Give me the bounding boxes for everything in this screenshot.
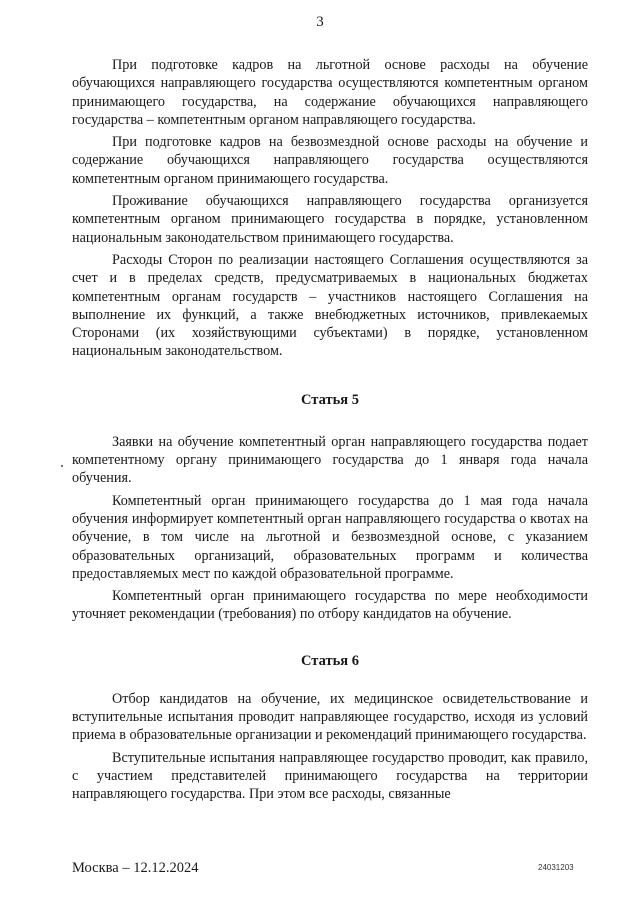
- paragraph-preferential-training-costs: При подготовке кадров на льготной основе расходы на обучение обучающихся направляющего государства осуществляются компетентным органом принимающего государства, на содержание обучающихся направляющего государства – компетентным органом направляющего государства.: [72, 57, 588, 128]
- margin-mark: [61, 465, 63, 467]
- article-5-paragraph-recommendations: Компетентный орган принимающего государства по мере необходимости уточняет рекомендации (требования) по отбору кандидатов на обучение.: [72, 588, 588, 623]
- article-5-heading: Статья 5: [301, 391, 359, 408]
- article-5-paragraph-quotas: Компетентный орган принимающего государства до 1 мая года начала обучения информирует компетентный орган направляющего государства о квотах на обучение, в том числе на льготной и безвозмездной основе, с указанием образовательных организаций, образовательных программ и количества предоставляемых мест по каждой образовательной программе.: [72, 492, 588, 582]
- article-6-heading: Статья 6: [301, 652, 359, 669]
- paragraph-free-training-costs: При подготовке кадров на безвозмездной основе расходы на обучение и содержание обучающихся направляющего государства осуществляются компетентным органом принимающего государства.: [72, 134, 588, 187]
- footer-doc-code: 24031203: [538, 863, 574, 872]
- article-5-paragraph-applications: Заявки на обучение компетентный орган направляющего государства подает компетентному органу принимающего государства до 1 января года начала обучения.: [72, 433, 588, 487]
- article-6-paragraph-entrance-exams: Вступительные испытания направляющее государство проводит, как правило, с участием представителей принимающего государства на территории направляющего государства. При этом все расходы, связанные: [72, 749, 588, 803]
- article-6-paragraph-selection: Отбор кандидатов на обучение, их медицинское освидетельствование и вступительные испытания проводит направляющее государство, исходя из условий приема в образовательные организации и рекомендаций принимающего государства.: [72, 690, 588, 744]
- document-body: [72, 56, 588, 808]
- paragraph-accommodation: Проживание обучающихся направляющего государства организуется компетентным органом принимающего государства в порядке, установленном национальным законодательством принимающего государства.: [72, 193, 588, 246]
- paragraph-parties-expenses: Расходы Сторон по реализации настоящего Соглашения осуществляются за счет и в пределах средств, предусматриваемых в национальных бюджетах компетентным органам государств – участников настоящего Соглашения на выполнение их функций, а также внебюджетных источников, привлекаемых Сторонами (их хозяйствующими субъектами) в порядке, установленном национальным законодательством.: [72, 251, 588, 360]
- page-number: 3: [316, 14, 324, 30]
- footer-place-date: Москва – 12.12.2024: [72, 860, 199, 876]
